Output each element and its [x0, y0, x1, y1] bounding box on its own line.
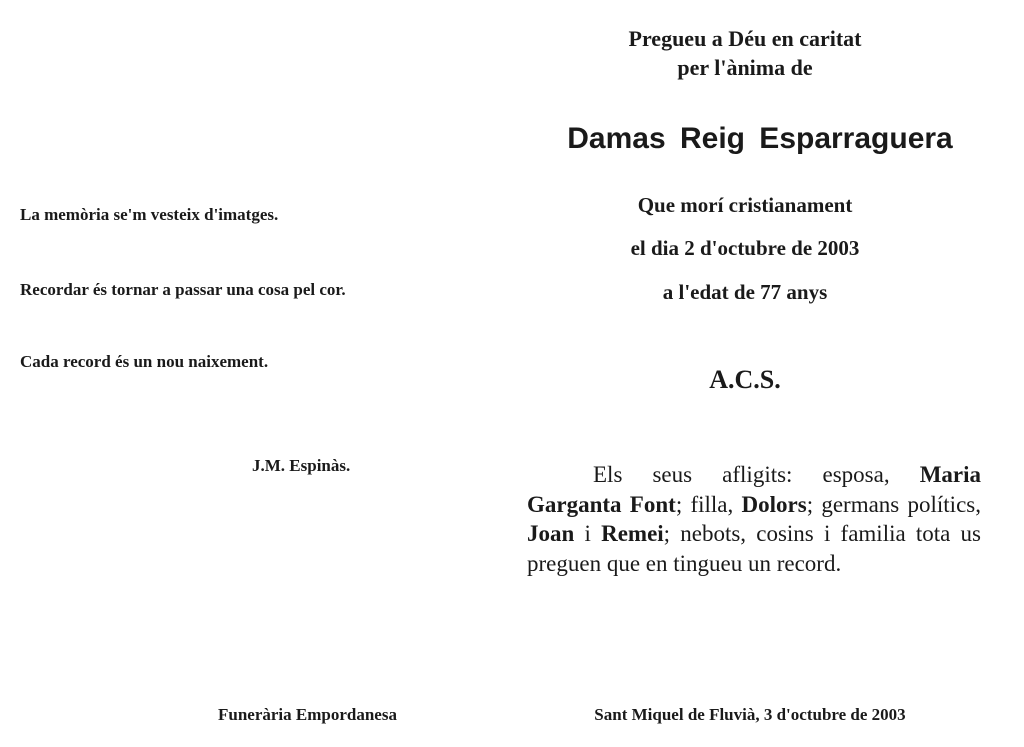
mourner-daughter: Dolors — [741, 491, 807, 517]
mourners-paragraph — [527, 460, 981, 578]
place-and-date: Sant Miquel de Fluvià, 3 d'octubre de 2003 — [594, 705, 906, 724]
mourners-text-1: Els seus afligits: esposa, — [593, 462, 920, 487]
mourner-inlaw-2: Remei — [601, 521, 664, 546]
death-date: el dia 2 d'octubre de 2003 — [630, 236, 860, 260]
funeral-home: Funerària Empordanesa — [218, 705, 397, 724]
quote-line-3: Cada record és un nou naixement. — [20, 352, 269, 371]
deceased-name: Damas Reig Esparraguera — [567, 122, 953, 155]
quote-line-2: Recordar és tornar a passar una cosa pel cor. — [20, 280, 346, 299]
mourner-wife: Maria Garganta Font — [527, 462, 981, 517]
mourners-text-3: ; germans polítics, — [806, 491, 981, 517]
mourner-inlaw-1: Joan — [527, 521, 575, 546]
death-line-1: Que morí cristianament — [637, 193, 853, 217]
quote-line-1: La memòria se'm vesteix d'imatges. — [20, 205, 279, 224]
prayer-intro — [595, 24, 895, 82]
mourners-text-5: ; nebots, cosins i familia tota us preguen que en tingueu un record. — [527, 521, 982, 576]
mourners-text-2: ; filla, — [675, 491, 742, 517]
mourners-text-4: i — [574, 521, 602, 546]
prayer-intro-line-1: Pregueu a Déu en caritat — [628, 26, 862, 51]
acs-abbreviation: A.C.S. — [709, 365, 781, 394]
death-age: a l'edat de 77 anys — [662, 280, 828, 304]
quote-author: J.M. Espinàs. — [252, 456, 351, 475]
prayer-intro-line-2: per l'ànima de — [677, 55, 813, 80]
